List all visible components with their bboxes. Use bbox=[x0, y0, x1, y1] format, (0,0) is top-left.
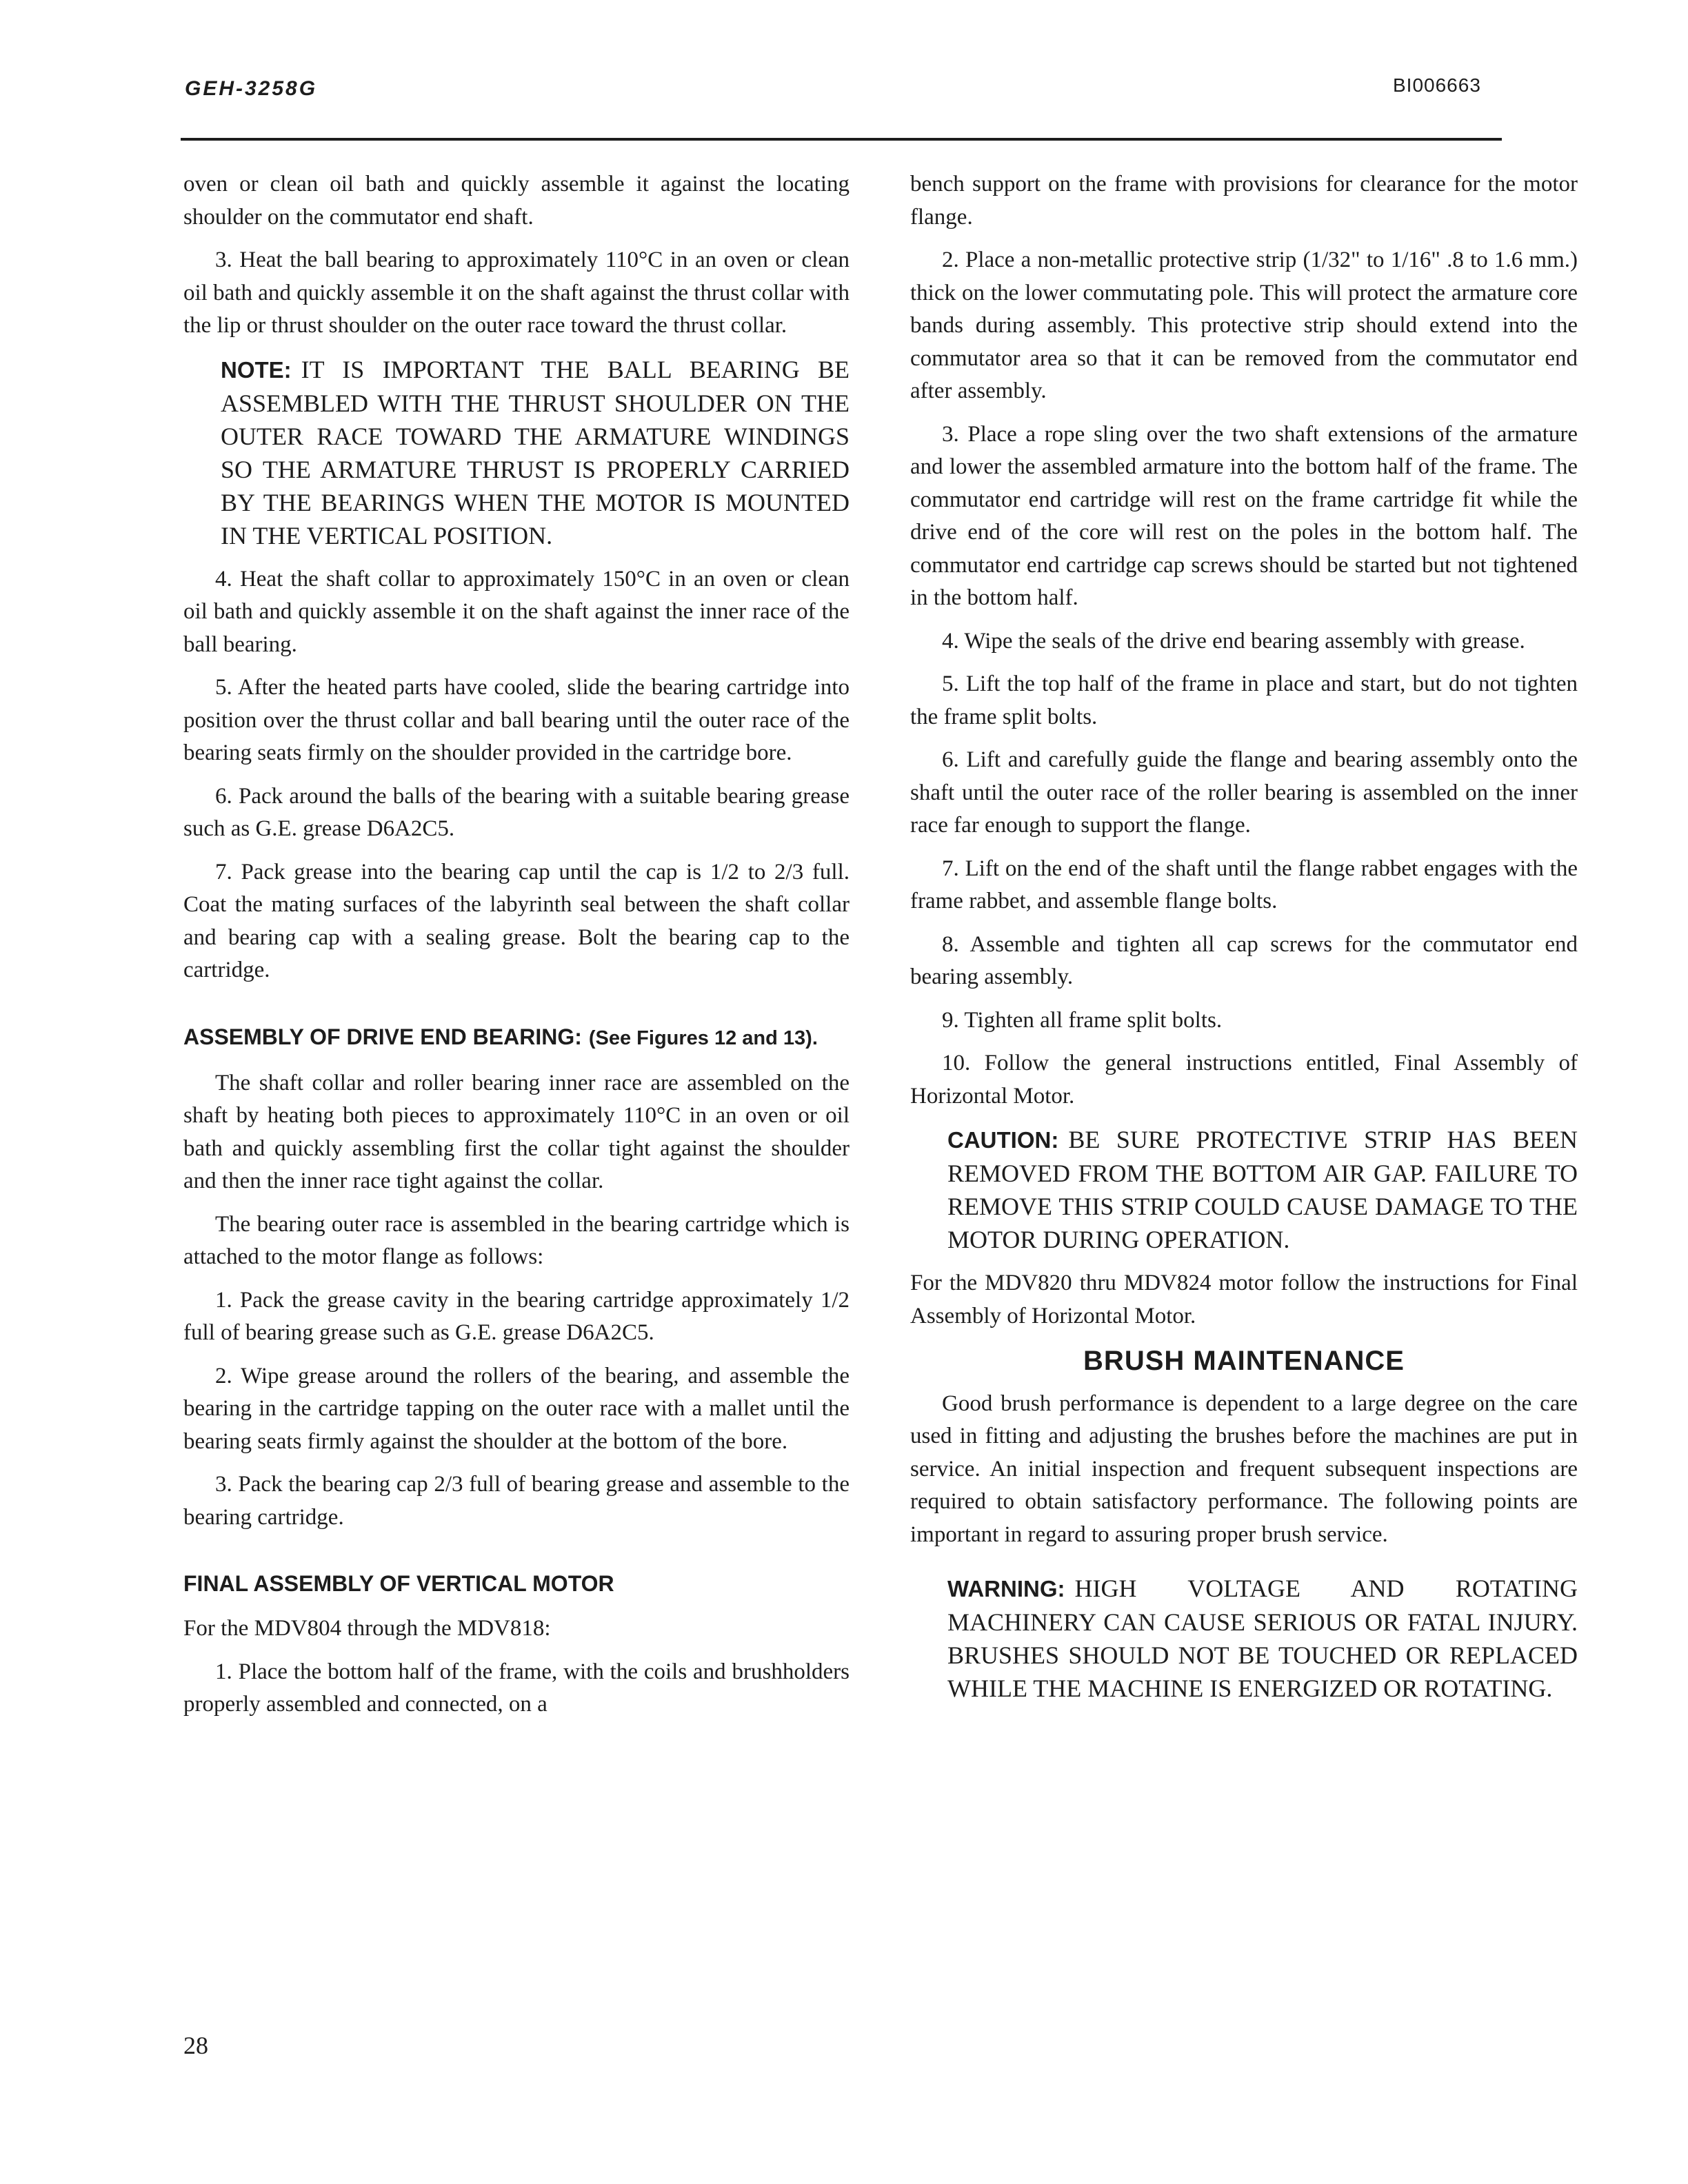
drive-end-step-1: 1. Pack the grease cavity in the bearing cartridge approximately 1/2 full of bearing grease such as G.E. grease D6A2C5. bbox=[183, 1287, 850, 1345]
final-step-9: 9. Tighten all frame split bolts. bbox=[942, 1007, 1223, 1033]
step-5-cartridge: 5. After the heated parts have cooled, slide the bearing cartridge into position over the thrust collar and ball bearing until the outer race of the bearing seats firmly on the shoulder provided in the cartridge bore. bbox=[183, 675, 850, 765]
page-number: 28 bbox=[183, 2032, 208, 2059]
final-step-4: 4. Wipe the seals of the drive end bearing assembly with grease. bbox=[942, 628, 1525, 654]
paragraph-continued-right: bench support on the frame with provisions for clearance for the motor flange. bbox=[910, 172, 1578, 230]
drive-end-step-2: 2. Wipe grease around the rollers of the bearing, and assemble the bearing in the cartridge tapping on the outer race with a mallet until the bearing seats firmly against the shoulder at the bottom of the bore. bbox=[183, 1363, 850, 1454]
final-step-7: 7. Lift on the end of the shaft until the flange rabbet engages with the frame rabbet, and assemble flange bolts. bbox=[910, 856, 1578, 913]
caution-text: BE SURE PROTECTIVE STRIP HAS BEEN REMOVED FROM THE BOTTOM AIR GAP. FAILURE TO REMOVE THIS STRIP COULD CAUSE DAMAGE TO THE MOTOR DURING OPERATION. bbox=[947, 1126, 1578, 1253]
step-6-pack-balls: 6. Pack around the balls of the bearing with a suitable bearing grease such as G.E. grease D6A2C5. bbox=[183, 783, 850, 841]
warning-text: HIGH VOLTAGE AND ROTATING MACHINERY CAN CAUSE SERIOUS OR FATAL INJURY. BRUSHES SHOULD NOT BE TOUCHED OR REPLACED WHILE THE MACHINE IS ENERGIZED OR ROTATING. bbox=[947, 1575, 1578, 1702]
final-step-5: 5. Lift the top half of the frame in place and start, but do not tighten the frame split bolts. bbox=[910, 671, 1578, 729]
note-box bbox=[221, 353, 850, 552]
final-assembly-heading: FINAL ASSEMBLY OF VERTICAL MOTOR bbox=[183, 1571, 614, 1596]
left-column bbox=[183, 168, 850, 1732]
final-step-2: 2. Place a non-metallic protective strip (1/32" to 1/16" .8 to 1.6 mm.) thick on the lower commutating pole. This will protect the armature core bands during assembly. This protective strip should extend into the commutator area so that it can be removed from the commutator end after assembly. bbox=[910, 247, 1578, 403]
step-4-shaft-collar: 4. Heat the shaft collar to approximately 150°C in an oven or clean oil bath and quickly assemble it on the shaft against the inner race of the ball bearing. bbox=[183, 566, 850, 657]
header-rule bbox=[181, 138, 1502, 141]
warning-label: WARNING: bbox=[947, 1576, 1065, 1601]
brush-maintenance-heading: BRUSH MAINTENANCE bbox=[1083, 1346, 1405, 1376]
document-id: GEH-3258G bbox=[185, 77, 318, 100]
drive-end-heading bbox=[183, 1020, 850, 1055]
final-step-10: 10. Follow the general instructions entitled, Final Assembly of Horizontal Motor. bbox=[910, 1051, 1578, 1109]
drive-end-step-3: 3. Pack the bearing cap 2/3 full of bearing grease and assemble to the bearing cartridge. bbox=[183, 1472, 850, 1530]
scan-id: BI006663 bbox=[1393, 74, 1481, 96]
drive-end-paragraph-2: The bearing outer race is assembled in the bearing cartridge which is attached to the motor flange as follows: bbox=[183, 1211, 850, 1269]
note-label: NOTE: bbox=[221, 356, 292, 383]
drive-end-heading-text: ASSEMBLY OF DRIVE END BEARING: bbox=[183, 1024, 582, 1049]
step-3-ball-bearing: 3. Heat the ball bearing to approximately 110°C in an oven or clean oil bath and quickly assemble it on the shaft against the thrust collar with the lip or thrust shoulder on the outer race toward the thrust collar. bbox=[183, 247, 850, 338]
brush-maintenance-paragraph: Good brush performance is dependent to a large degree on the care used in fitting and adjusting the brushes before the machines are put in service. An initial inspection and frequent subsequent inspections are required to obtain satisfactory performance. The following points are important in regard to assuring proper brush service. bbox=[910, 1391, 1578, 1547]
drive-end-paragraph-1: The shaft collar and roller bearing inner race are assembled on the shaft by heating both pieces to approximately 110°C in an oven or oil bath and quickly assembling first the collar tight against the shoulder and then the inner race tight against the collar. bbox=[183, 1070, 850, 1193]
caution-label: CAUTION: bbox=[947, 1127, 1059, 1153]
drive-end-figure-ref: (See Figures 12 and 13). bbox=[588, 1027, 818, 1049]
final-assembly-intro: For the MDV804 through the MDV818: bbox=[183, 1616, 551, 1641]
paragraph-continued: oven or clean oil bath and quickly assemble it against the locating shoulder on the commutator end shaft. bbox=[183, 172, 850, 230]
warning-box bbox=[947, 1572, 1578, 1705]
final-step-3: 3. Place a rope sling over the two shaft extensions of the armature and lower the assembled armature into the bottom half of the frame. The commutator end cartridge will rest on the frame cartridge fit while the drive end of the core will rest on the poles in the bottom half. The commutator end cartridge cap screws should be started but not tightened in the bottom half. bbox=[910, 421, 1578, 610]
right-column bbox=[910, 168, 1578, 1716]
note-text: IT IS IMPORTANT THE BALL BEARING BE ASSEMBLED WITH THE THRUST SHOULDER ON THE OUTER RACE TOWARD THE ARMATURE WINDINGS SO THE ARMATURE THRUST IS PROPERLY CARRIED BY THE BEARINGS WHEN THE MOTOR IS MOUNTED IN THE VERTICAL POSITION. bbox=[221, 355, 850, 549]
final-assembly-step-1: 1. Place the bottom half of the frame, with the coils and brushholders properly assembled and connected, on a bbox=[183, 1659, 850, 1717]
mdv820-note: For the MDV820 thru MDV824 motor follow the instructions for Final Assembly of Horizontal Motor. bbox=[910, 1271, 1578, 1328]
step-7-bearing-cap: 7. Pack grease into the bearing cap until the cap is 1/2 to 2/3 full. Coat the mating surfaces of the labyrinth seal between the shaft collar and bearing cap with a sealing grease. Bolt the bearing cap to the cartridge. bbox=[183, 859, 850, 982]
final-step-8: 8. Assemble and tighten all cap screws for the commutator end bearing assembly. bbox=[910, 931, 1578, 989]
caution-box bbox=[947, 1123, 1578, 1256]
final-step-6: 6. Lift and carefully guide the flange and bearing assembly onto the shaft until the outer race of the roller bearing is assembled on the inner race far enough to support the flange. bbox=[910, 747, 1578, 838]
